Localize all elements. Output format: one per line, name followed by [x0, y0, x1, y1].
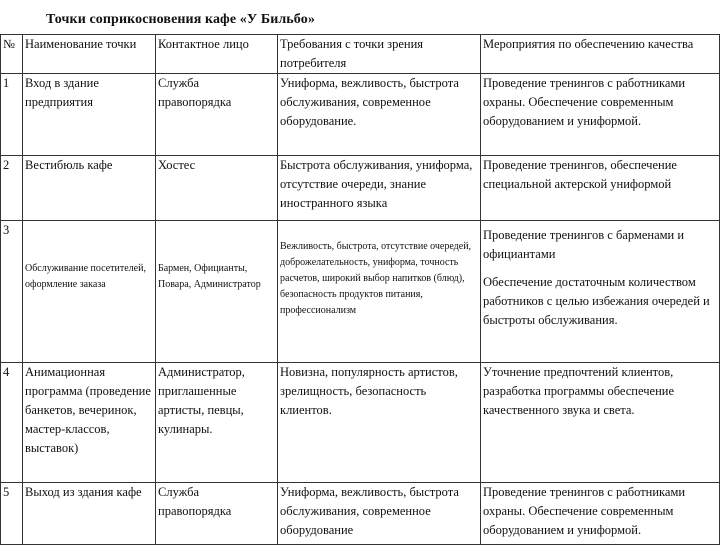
header-contact: Контактное лицо: [156, 35, 278, 74]
row-measures: Уточнение предпочтений клиентов, разработка программы обеспечение качественного звука и света.: [481, 363, 720, 483]
row-contact: Служба правопорядка: [156, 483, 278, 545]
row-requirements: Униформа, вежливость, быстрота обслуживания, современное оборудование: [278, 483, 481, 545]
row-point: Анимационная программа (проведение банкетов, вечеринок, мастер-классов, выставок): [23, 363, 156, 483]
row-num: 1: [1, 74, 23, 156]
table-row: [1, 363, 720, 483]
row-num: 3: [1, 221, 23, 363]
row-measures: [481, 221, 720, 363]
table-row: [1, 221, 720, 363]
header-point: Наименование точки: [23, 35, 156, 74]
row-requirements: Униформа, вежливость, быстрота обслуживания, современное оборудование.: [278, 74, 481, 156]
touchpoints-table: [0, 34, 720, 545]
row-contact: Хостес: [156, 156, 278, 221]
row-point: Выход из здания кафе: [23, 483, 156, 545]
row-num: 2: [1, 156, 23, 221]
page-title: Точки соприкосновения кафе «У Бильбо»: [46, 12, 315, 27]
row-contact: Служба правопорядка: [156, 74, 278, 156]
header-num: №: [1, 35, 23, 74]
row-measures-part-1: Проведение тренингов с барменами и официантами: [483, 228, 685, 261]
row-point: Вход в здание предприятия: [23, 74, 156, 156]
row-measures: Проведение тренингов с работниками охраны. Обеспечение современным оборудованием и униформой.: [481, 483, 720, 545]
row-contact: Бармен, Официанты, Повара, Администратор: [156, 221, 278, 363]
table-row: [1, 74, 720, 156]
row-measures: Проведение тренингов, обеспечение специальной актерской униформой: [481, 156, 720, 221]
table-row: [1, 156, 720, 221]
header-measures: Мероприятия по обеспечению качества: [481, 35, 720, 74]
row-requirements: Вежливость, быстрота, отсутствие очередей, доброжелательность, униформа, точность расчетов, широкий выбор напитков (блюд), безопасность продуктов питания, профессионализм: [278, 221, 481, 363]
table-row: [1, 483, 720, 545]
row-point: Обслуживание посетителей, оформление заказа: [23, 221, 156, 363]
row-requirements: Быстрота обслуживания, униформа, отсутствие очереди, знание иностранного языка: [278, 156, 481, 221]
header-requirements: Требования с точки зрения потребителя: [278, 35, 481, 74]
row-requirements: Новизна, популярность артистов, зрелищность, безопасность клиентов.: [278, 363, 481, 483]
row-measures-part-2: Обеспечение достаточным количеством работников с целью избежания очередей и быстроты обслуживания.: [483, 275, 710, 327]
row-contact: Администратор, приглашенные артисты, певцы, кулинары.: [156, 363, 278, 483]
row-num: 5: [1, 483, 23, 545]
table-header-row: [1, 35, 720, 74]
row-num: 4: [1, 363, 23, 483]
row-measures: Проведение тренингов с работниками охраны. Обеспечение современным оборудованием и униформой.: [481, 74, 720, 156]
row-point: Вестибюль кафе: [23, 156, 156, 221]
